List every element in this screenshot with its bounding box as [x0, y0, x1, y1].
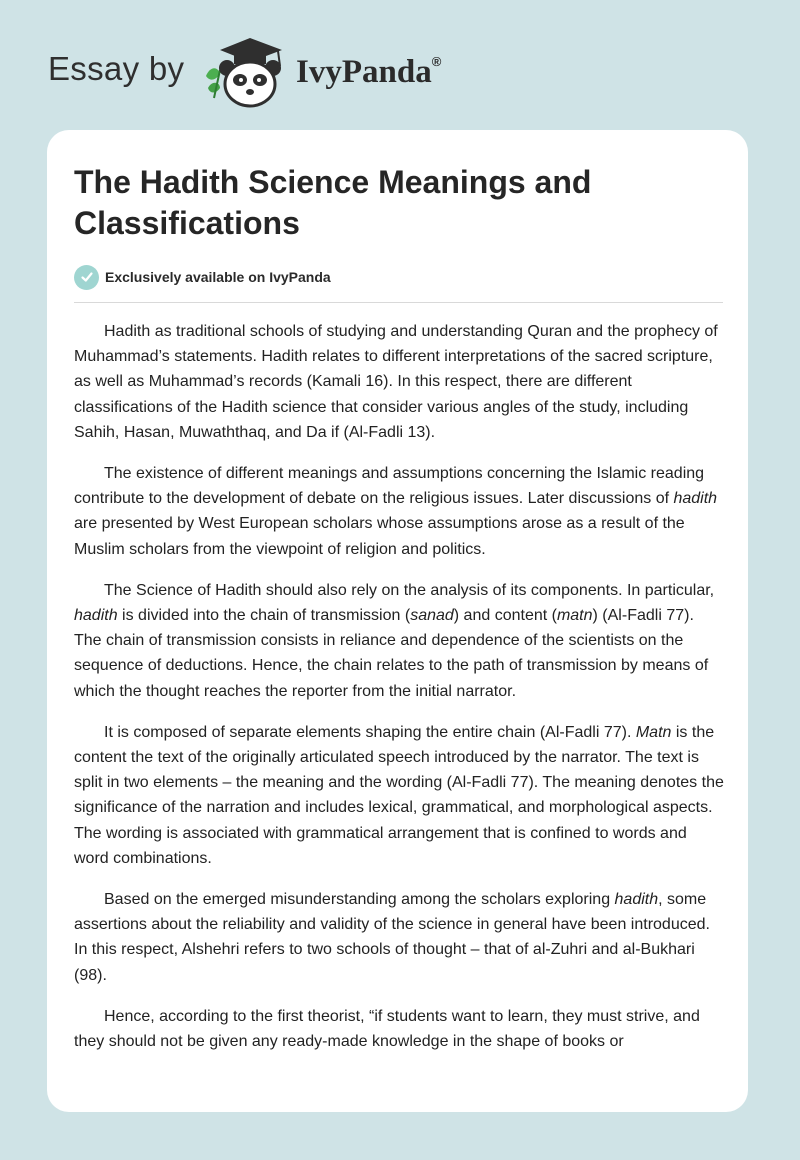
italic-term: Matn — [635, 723, 672, 741]
italic-term: hadith — [74, 607, 118, 625]
italic-term: hadith — [614, 891, 659, 909]
site-header — [0, 0, 800, 130]
panda-logo-icon — [200, 36, 292, 108]
paragraph-text: are presented by West European scholars whose assumptions arose as a result of the Muslim scholars from the viewpoint of religion and politics. — [74, 515, 685, 558]
exclusive-badge — [74, 264, 331, 290]
italic-term: sanad — [410, 607, 454, 625]
body-paragraph — [74, 578, 724, 704]
paragraph-text: ) (Al-Fadli 77). The chain of transmission consists in reliance and dependence of the scientists on the sequence of deductions. Hence, the chain relates to the path of transmission by means of which the thought reaches the reporter from the initial narrator. — [74, 607, 709, 700]
paragraph-text: The Science of Hadith should also rely on the analysis of its components. In particular, — [104, 581, 715, 599]
exclusive-badge-label: Exclusively available on IvyPanda — [105, 269, 331, 285]
article-title: The Hadith Science Meanings and Classifications — [74, 164, 592, 241]
brand-text: IvyPanda — [296, 54, 432, 90]
checkmark-icon — [74, 265, 99, 290]
paragraph-text: The existence of different meanings and assumptions concerning the Islamic reading contribute to the development of debate on the religious issues. Later discussions of — [74, 465, 705, 508]
registered-mark: ® — [431, 54, 442, 69]
article-card — [47, 130, 748, 1112]
paragraph-text: is the content the text of the originally articulated speech introduced by the narrator. The text is split in two elements – the meaning and the wording (Al-Fadli 77). The meaning denotes the significance of the narration and includes lexical, grammatical, and morphological aspects. The wording is associated with grammatical arrangement that is confined to words and word combinations. — [74, 723, 724, 867]
paragraph-text: Based on the emerged misunderstanding among the scholars exploring — [104, 891, 615, 909]
paragraph-text: Hadith as traditional schools of studying and understanding Quran and the prophecy of Muhammad’s statements. Hadith relates to different interpretations of the sacred scripture, as well as Muhammad’s records (Kamali 16). In this respect, there are different classifications of the Hadith science that consider various angles of the study, including Sahih, Hasan, Muwaththaq, and Da if (Al-Fadli 13). — [74, 323, 718, 441]
paragraph-text: ) and content ( — [453, 607, 557, 625]
body-paragraph — [74, 319, 724, 445]
paragraph-text: is divided into the chain of transmission ( — [117, 607, 411, 625]
paragraph-text: , some assertions about the reliability and validity of the science in general have been introduced. In this respect, Alshehri refers to two schools of thought – that of al-Zuhri and al-Bukhari (98). — [74, 891, 710, 984]
paragraph-text: Hence, according to the first theorist, “if students want to learn, they must strive, and they should not be given any ready-made knowledge in the shape of books or — [74, 1007, 700, 1051]
body-paragraph — [74, 887, 724, 988]
body-paragraph — [74, 461, 724, 562]
article-body — [74, 319, 724, 1070]
body-paragraph — [74, 1004, 724, 1054]
brand-name[interactable] — [296, 54, 441, 91]
italic-term: hadith — [673, 490, 718, 508]
paragraph-text: It is composed of separate elements shaping the entire chain (Al-Fadli 77). — [104, 723, 636, 741]
body-paragraph — [74, 720, 724, 871]
title-divider — [74, 302, 723, 303]
essay-by-label: Essay by — [48, 50, 185, 87]
italic-term: matn — [556, 607, 593, 625]
